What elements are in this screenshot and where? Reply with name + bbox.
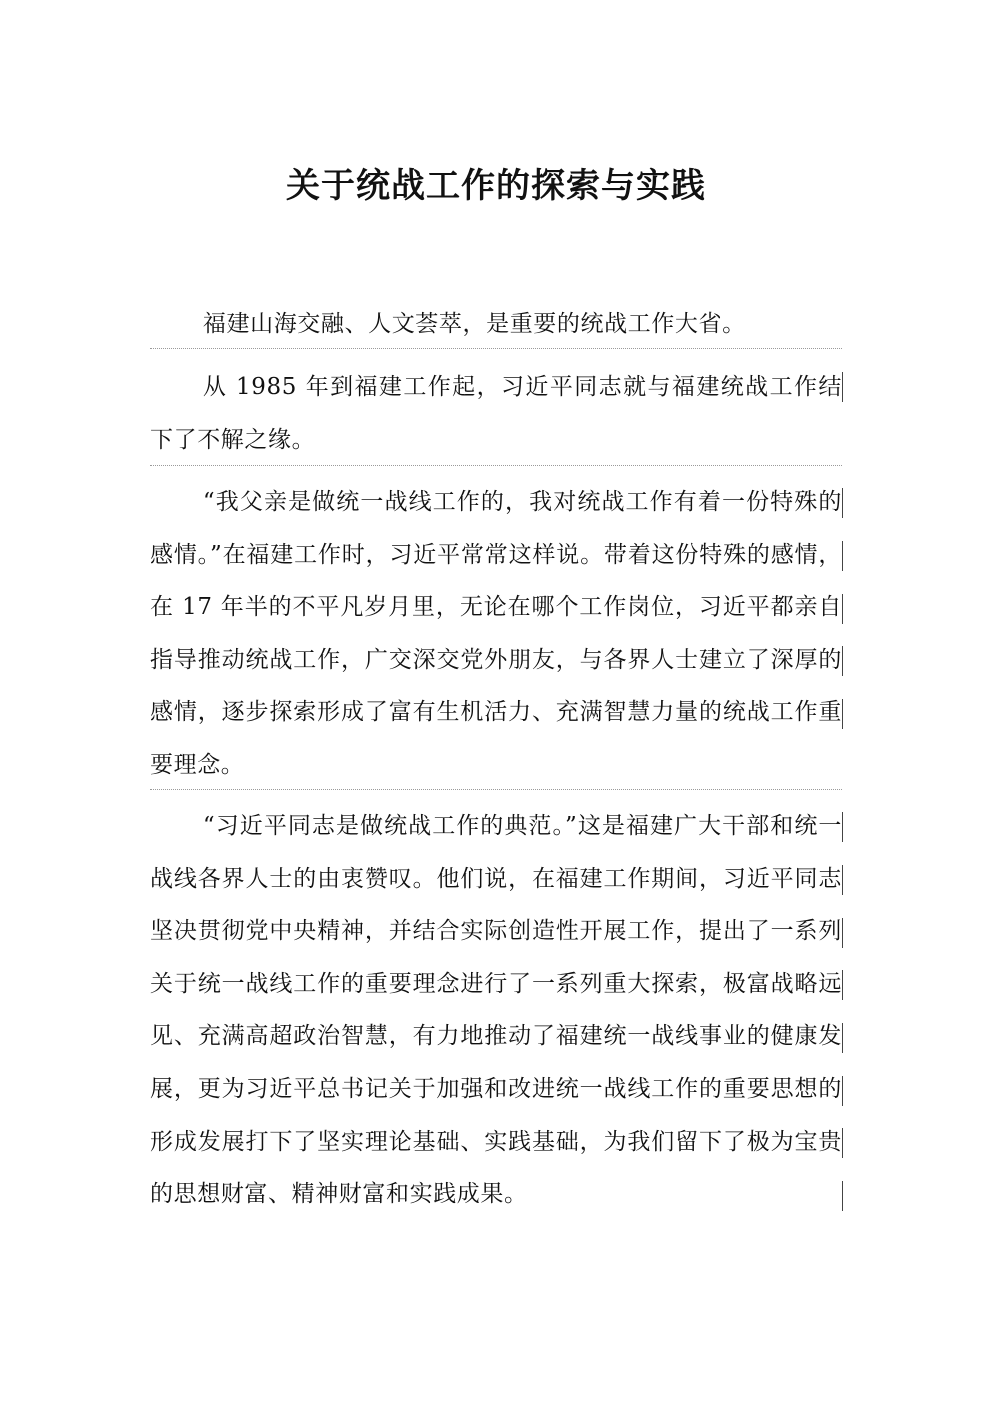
right-margin-mark xyxy=(842,918,843,948)
paragraph-4: “习近平同志是做统战工作的典范。”这是福建广大干部和统一战线各界人士的由衷赞叹。他们说，在福建工作期间，习近平同志坚决贯彻党中央精神，并结合实际创造性开展工作，提出了一系列关于统一战线工作的重要理念进行了一系列重大探索，极富战略远见、充满高超政治智慧，有力地推动了福建统一战线事业的健康发展，更为习近平总书记关于加强和改进统一战线工作的重要思想的形成发展打下了坚实理论基础、实践基础，为我们留下了极为宝贵的思想财富、精神财富和实践成果。 xyxy=(150,813,842,1208)
paragraph-2: 从 1985 年到福建工作起，习近平同志就与福建统战工作结下了不解之缘。 xyxy=(150,374,842,453)
right-margin-mark xyxy=(842,865,843,895)
paragraph-divider xyxy=(150,348,842,349)
right-margin-mark xyxy=(842,372,843,402)
right-margin-mark xyxy=(842,1128,843,1158)
right-margin-mark xyxy=(842,1076,843,1106)
right-margin-mark xyxy=(842,488,843,518)
right-margin-mark xyxy=(842,646,843,676)
right-margin-mark xyxy=(842,812,843,842)
right-margin-mark xyxy=(842,699,843,729)
right-margin-mark xyxy=(842,594,843,624)
paragraph-divider xyxy=(150,465,842,466)
right-margin-mark xyxy=(842,1023,843,1053)
paragraph-1: 福建山海交融、人文荟萃，是重要的统战工作大省。 xyxy=(202,311,746,337)
paragraph-3: “我父亲是做统一战线工作的，我对统战工作有着一份特殊的感情。”在福建工作时，习近平常常这样说。带着这份特殊的感情，在 17 年半的不平凡岁月里，无论在哪个工作岗位，习近平都亲自指导推动统战工作，广交深交党外朋友，与各界人士建立了深厚的感情，逐步探索形成了富有生机活力、充满智慧力量的统战工作重要理念。 xyxy=(150,489,842,778)
paragraph-divider xyxy=(150,789,842,790)
right-margin-mark xyxy=(842,1181,843,1211)
document-title: 关于统战工作的探索与实践 xyxy=(286,166,706,206)
right-margin-mark xyxy=(842,970,843,1000)
right-margin-mark xyxy=(842,541,843,571)
